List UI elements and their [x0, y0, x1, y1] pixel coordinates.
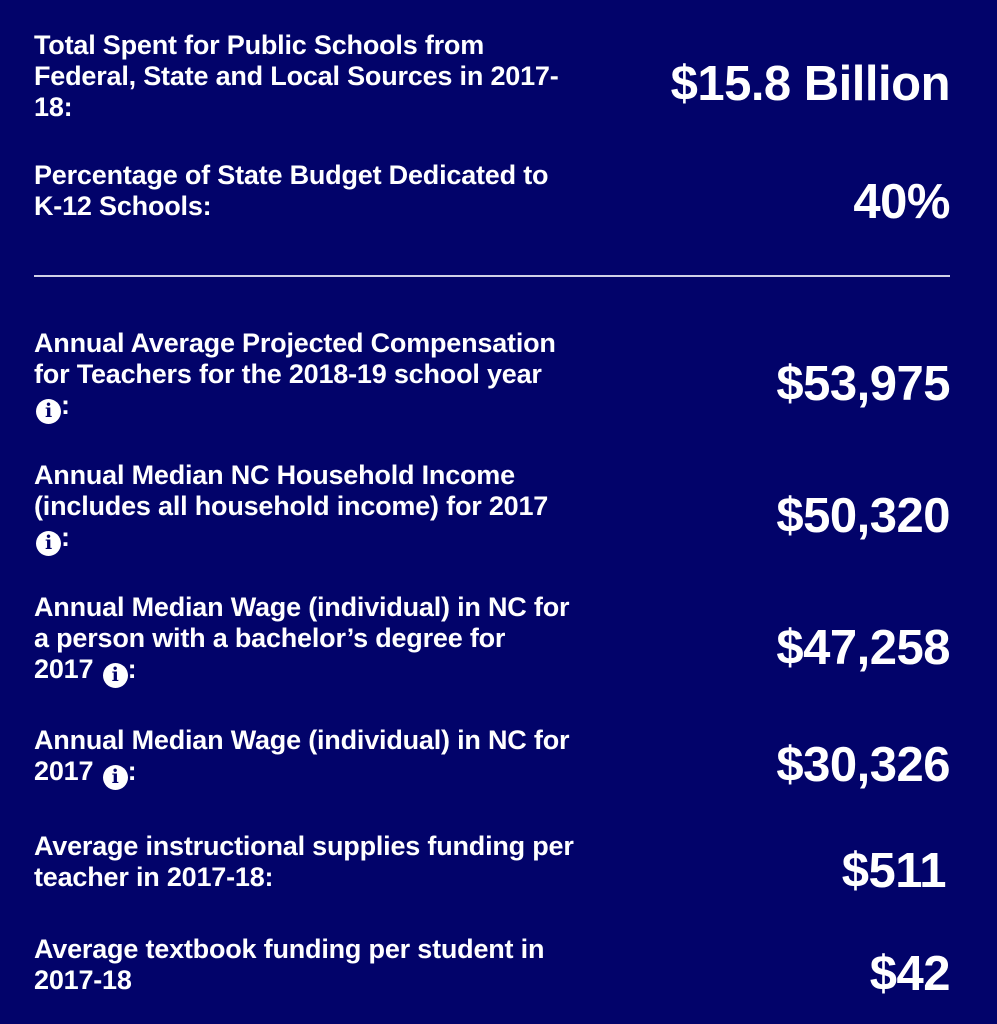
stat-label-line: 2017-18	[34, 965, 132, 995]
stat-label	[34, 460, 634, 556]
stat-value: $42	[869, 947, 950, 1001]
stat-value: 40%	[853, 175, 950, 229]
info-circle-icon[interactable]: i	[103, 663, 128, 688]
info-circle-icon[interactable]: i	[103, 765, 128, 790]
stat-label	[34, 592, 634, 688]
stat-label-line: Average instructional supplies funding per	[34, 831, 574, 861]
info-circle-icon[interactable]: i	[36, 399, 61, 424]
stat-value: $15.8 Billion	[670, 57, 950, 111]
stat-label-suffix: :	[127, 654, 137, 684]
stat-label-line: Annual Median Wage (individual) in NC for	[34, 725, 570, 755]
stat-label-suffix: :	[127, 756, 137, 786]
stat-value: $511	[841, 844, 946, 898]
stat-label-line: for Teachers for the 2018-19 school year	[34, 359, 542, 389]
stat-label-line	[34, 756, 634, 790]
stat-label-text: 2017	[34, 756, 101, 786]
stat-label-line: Percentage of State Budget Dedicated to	[34, 160, 549, 190]
info-circle-icon[interactable]: i	[36, 531, 61, 556]
stat-label-line: Annual Median NC Household Income	[34, 460, 515, 490]
stat-label	[34, 934, 634, 996]
stat-label-line: K-12 Schools:	[34, 191, 212, 221]
stat-value: $47,258	[776, 621, 950, 675]
stat-label	[34, 160, 634, 222]
stat-label	[34, 328, 634, 424]
stat-label-suffix: :	[61, 522, 70, 552]
stat-label-line: teacher in 2017-18:	[34, 862, 274, 892]
stat-label-line	[34, 522, 634, 556]
stat-label-line: (includes all household income) for 2017	[34, 491, 549, 521]
stat-label	[34, 831, 634, 893]
stat-label-line: a person with a bachelor’s degree for	[34, 623, 506, 653]
stat-label-line: Average textbook funding per student in	[34, 934, 545, 964]
stat-label	[34, 30, 634, 123]
stat-value: $50,320	[776, 489, 950, 543]
stat-value: $30,326	[776, 738, 950, 792]
stat-label-line	[34, 654, 634, 688]
section-divider	[34, 275, 950, 277]
stat-label-suffix: :	[61, 390, 70, 420]
stat-label-line: Annual Median Wage (individual) in NC for	[34, 592, 570, 622]
stat-label	[34, 725, 634, 790]
stat-label-line: 18:	[34, 92, 73, 122]
stat-label-text: 2017	[34, 654, 101, 684]
stat-label-line: Total Spent for Public Schools from	[34, 30, 485, 60]
stat-label-line	[34, 390, 634, 424]
stat-label-line: Annual Average Projected Compensation	[34, 328, 556, 358]
stat-label-line: Federal, State and Local Sources in 2017-	[34, 61, 559, 91]
stat-value: $53,975	[776, 357, 950, 411]
